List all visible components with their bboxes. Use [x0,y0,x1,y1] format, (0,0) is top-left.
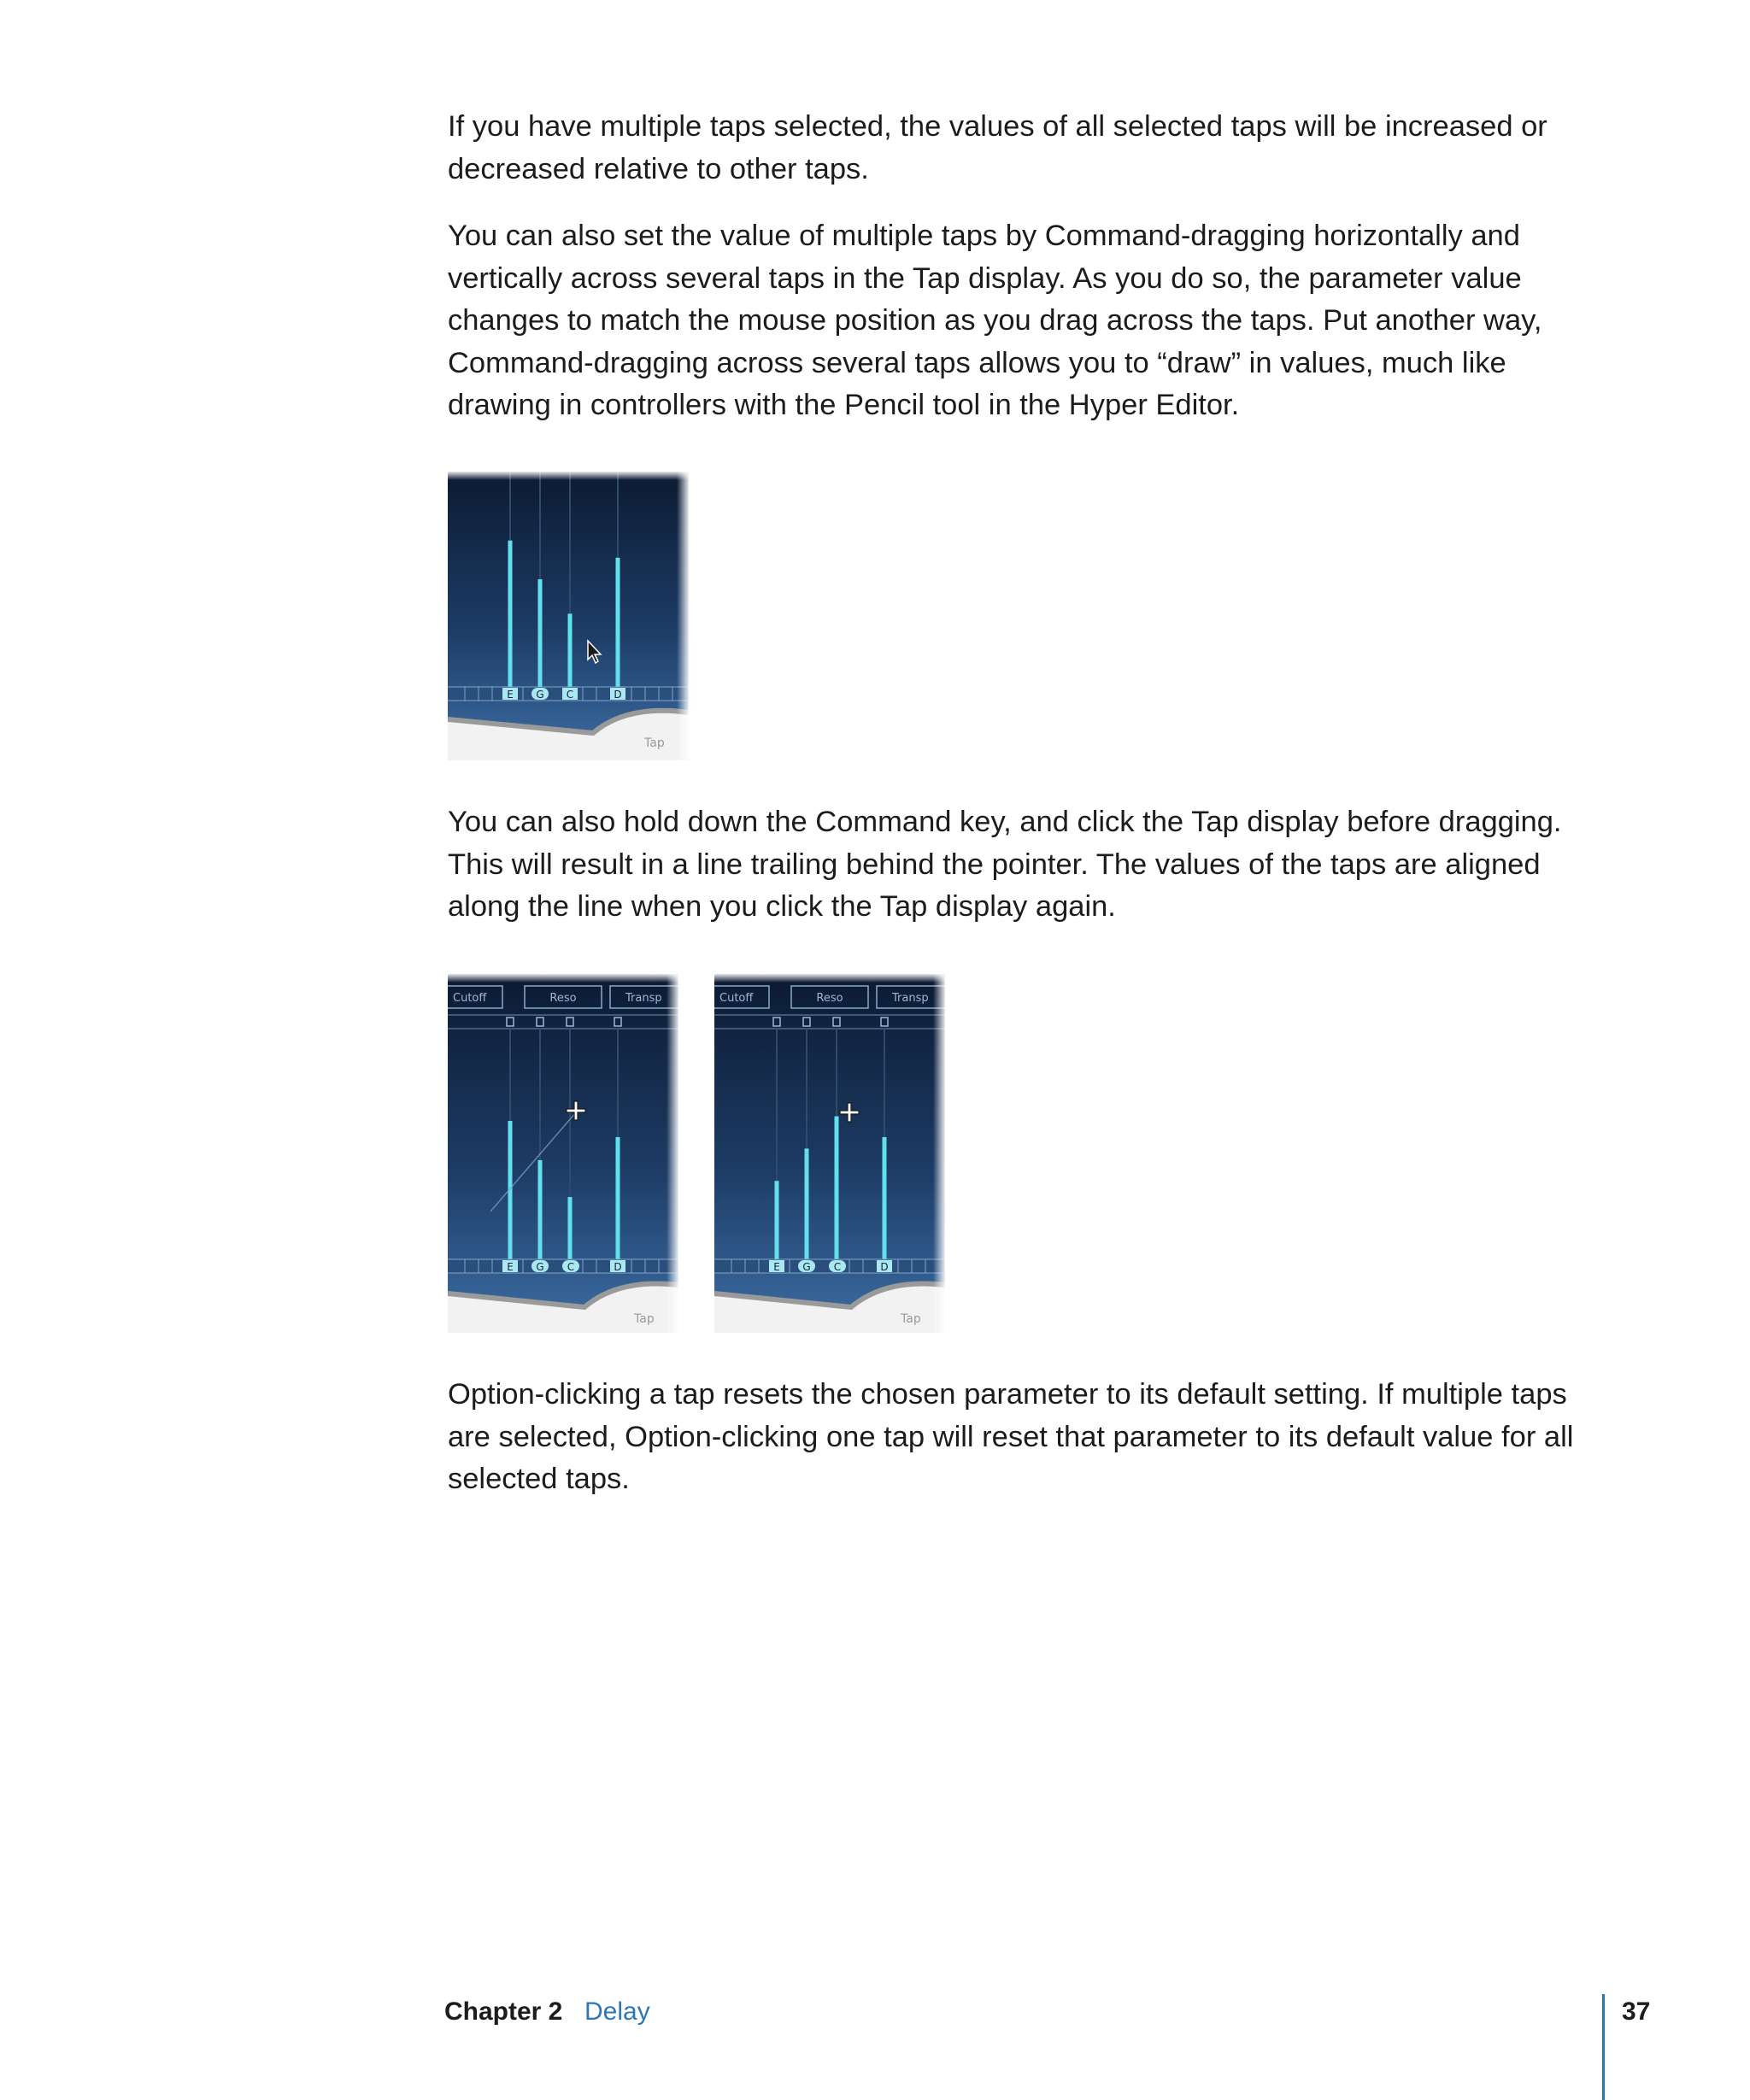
tap-display-figure-2 [448,974,678,1333]
tap-letter-e[interactable]: E [507,689,514,701]
footer-divider [1602,1994,1605,2100]
tap-bar-e[interactable] [508,541,513,687]
tap-bar-g[interactable] [805,1148,809,1259]
tap-label: Tap [644,736,665,750]
footer-chapter: Chapter 2 [444,1997,563,2026]
tab-transp[interactable]: Transp [892,992,929,1005]
paragraph-command-click-line: You can also hold down the Command key, and click the Tap display before dragging. This will result in a line trailing behind the pointer. The values of the taps are aligned along the line when you click the Tap display again. [448,806,1562,923]
tap-letter-e[interactable]: E [507,1261,514,1273]
tap-label: Tap [634,1312,655,1326]
paragraph-option-click: Option-clicking a tap resets the chosen parameter to its default setting. If multiple taps are selected, Option-clicking one tap will reset that parameter to its default value for all selected taps. [448,1378,1574,1495]
tap-display-figure-3 [714,974,945,1333]
tab-cutoff[interactable]: Cutoff [719,992,754,1005]
paragraph-command-drag: You can also set the value of multiple taps by Command-dragging horizontally and vertically across several taps in the Tap display. As you do so, the parameter value changes to match the mouse position as you drag across the taps. Put another way, Command-dragging across several taps allows you to “draw” in values, much like drawing in controllers with the Pencil tool in the Hyper Editor. [448,220,1542,421]
tab-reso[interactable]: Reso [816,992,843,1005]
tap-letter-d[interactable]: D [614,1261,622,1273]
tap-letter-c[interactable]: C [833,1261,842,1273]
footer-section-link[interactable]: Delay [584,1997,650,2026]
tab-transp[interactable]: Transp [625,992,662,1005]
tap-bar-c[interactable] [835,1117,839,1259]
paragraph-multiple-taps: If you have multiple taps selected, the values of all selected taps will be increased or decreased relative to other taps. [448,110,1547,185]
tap-letter-g[interactable]: G [536,1261,544,1273]
tap-label: Tap [901,1312,921,1326]
tap-letter-c[interactable]: C [567,1261,575,1273]
tab-reso[interactable]: Reso [549,992,577,1005]
tap-letter-g[interactable]: G [536,689,544,701]
tap-letter-c[interactable]: C [566,689,574,701]
tap-bar-c[interactable] [568,1197,573,1259]
page-number: 37 [1622,1997,1651,2026]
tap-bar-g[interactable] [538,1160,543,1259]
tap-bar-c[interactable] [568,613,573,687]
tap-letter-e[interactable]: E [773,1261,780,1273]
tap-bar-d[interactable] [616,1137,620,1259]
tap-bar-d[interactable] [883,1137,887,1259]
tab-cutoff[interactable]: Cutoff [453,992,487,1005]
tap-letter-d[interactable]: D [880,1261,889,1273]
tap-bar-e[interactable] [775,1181,779,1259]
tap-letter-g[interactable]: G [802,1261,811,1273]
tap-bar-g[interactable] [538,579,543,687]
tap-letter-d[interactable]: D [614,689,622,701]
tap-bar-d[interactable] [616,558,620,687]
tap-display-figure-1 [448,472,689,760]
